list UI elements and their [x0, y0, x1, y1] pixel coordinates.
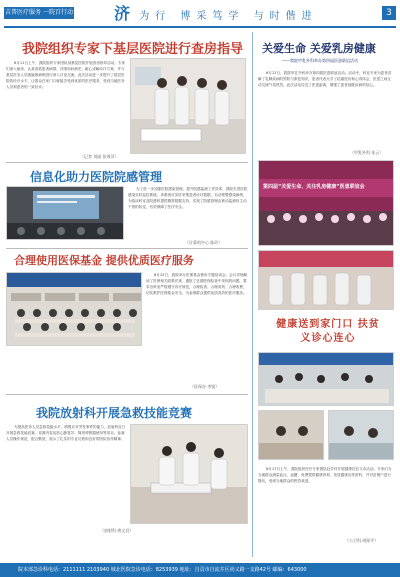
header-motto-3: 与时偕进 [253, 11, 318, 22]
article2-title: 信息化助力医院院感管理 [30, 170, 163, 184]
article4-body: 为提高医务人员急救技能水平，增强应对突发事件的能力，放射科近日开展急救技能竞赛。竞赛内容包括心肺复苏、简易呼吸器使用等项目。参赛人员操作规范、配合默契，展示了扎实的专业功底和良好的团队协作精神。 [6, 425, 126, 441]
header-rule [4, 26, 396, 28]
header-tag: 吉普医疗服务 一院百行动 [4, 7, 74, 19]
article5-photo [258, 160, 394, 246]
article2-body: 为了进一步加强医院感染管理，提升院感监测工作效率，我院引进医院感染实时监控系统。该系统可实时采集患者诊疗数据，自动预警感染病例，为临床科室及院感科提供精准数据支持，实现了院感管理由被动监测向主动干预的转变，有效保障了医疗安全。 [128, 187, 248, 209]
event-banner-text: 第四届“关爱生命、关注乳房健康”医患联谊会 [263, 184, 365, 190]
article6-photo-1 [258, 352, 394, 406]
article1-body: 6月11日上午，我院组织专家团队到基层医院开展查房指导活动。专家们深入病房，认真查看患者病情，详细询问病史，耐心讲解诊疗方案，并与基层医务人员就疑难病例进行深入讨论交流。此次活动进一步提升了基层医院的诊疗水平，让群众在家门口就能享受到优质的医疗服务，受到当地医务人员和患者的一致好评。 [6, 61, 126, 89]
divider-3 [6, 394, 248, 395]
article1-signature: （记者 刘丽 张周萍） [80, 154, 119, 159]
article6-title: 健康送到家门口 扶贫义诊心连心 [276, 319, 380, 344]
article4-title: 我院放射科开展急救技能竞赛 [36, 406, 193, 420]
article5-subtitle: ——我院甲乳外科举办第四届医患联谊活动 [282, 58, 358, 63]
article4-photo [130, 424, 248, 524]
article5-photo-2 [258, 250, 394, 310]
header-motto-1: 为行 [139, 11, 172, 22]
page-header [4, 4, 396, 30]
column-divider [252, 32, 253, 557]
article6-body: 6月17日上午，我院组织医疗专家团队赴乡村开展健康扶贫义诊活动。专家们为当地群众测量血压、血糖，免费提供健康咨询，发放健康宣传资料，并对贫困户进行随访，受到当地群众的热烈欢迎。 [258, 467, 392, 483]
article6-signature: （公卫科 胡阳平） [345, 538, 379, 543]
article1-title: 我院组织专家下基层医院进行查房指导 [22, 42, 244, 57]
article3-photo [6, 272, 142, 346]
article5-title: 关爱生命 关爱乳房健康 [262, 42, 376, 55]
article5-body: 6月12日，我院甲乳外科举办第四届医患联谊活动。活动中，科室专家为患者讲解了乳腺疾病的预防与康复知识，患者代表分享了抗癌经历和心得体会，医患之间互动交流气氛热烈。此次活动拉近了医患距离，增强了患者战胜疾病的信心。 [258, 71, 392, 87]
header-motto [114, 4, 354, 24]
page-number: 3 [382, 6, 396, 20]
article6-photo-2 [258, 410, 324, 460]
article2-signature: （计算机中心 陈玲） [185, 240, 223, 245]
article3-signature: （医保办 李锐） [190, 384, 220, 389]
article1-photo [130, 58, 246, 154]
article3-body: 6月15日，我院举办医保基金使用专题培训会。会议详细解读了医保相关政策法规，通报了近期医保检查中发现的问题，要求各科室严格遵守诊疗规范，合理检查、合理用药、合理收费，切实维护医保基金安全，为参保群众提供优质高效的医疗服务。 [146, 273, 248, 295]
page-footer: 院本部急诊科电话：2111111 2103940 城北医院急诊电话：8253939 地址：自贡市自流井区尚义路一支路42号 邮编：643000 [0, 563, 400, 577]
article2-photo [6, 186, 124, 240]
header-char: 济 [114, 4, 131, 23]
divider-2 [6, 248, 248, 249]
article3-body-continued [6, 350, 142, 390]
article6-photo-3 [328, 410, 394, 460]
article5-signature: （甲乳外科 张云） [350, 150, 384, 155]
article4-signature: （放射科 唐文君） [100, 528, 134, 533]
header-motto-2: 博采笃学 [180, 11, 245, 22]
divider-1 [6, 162, 248, 163]
article3-title: 合理使用医保基金 提供优质医疗服务 [14, 254, 194, 267]
